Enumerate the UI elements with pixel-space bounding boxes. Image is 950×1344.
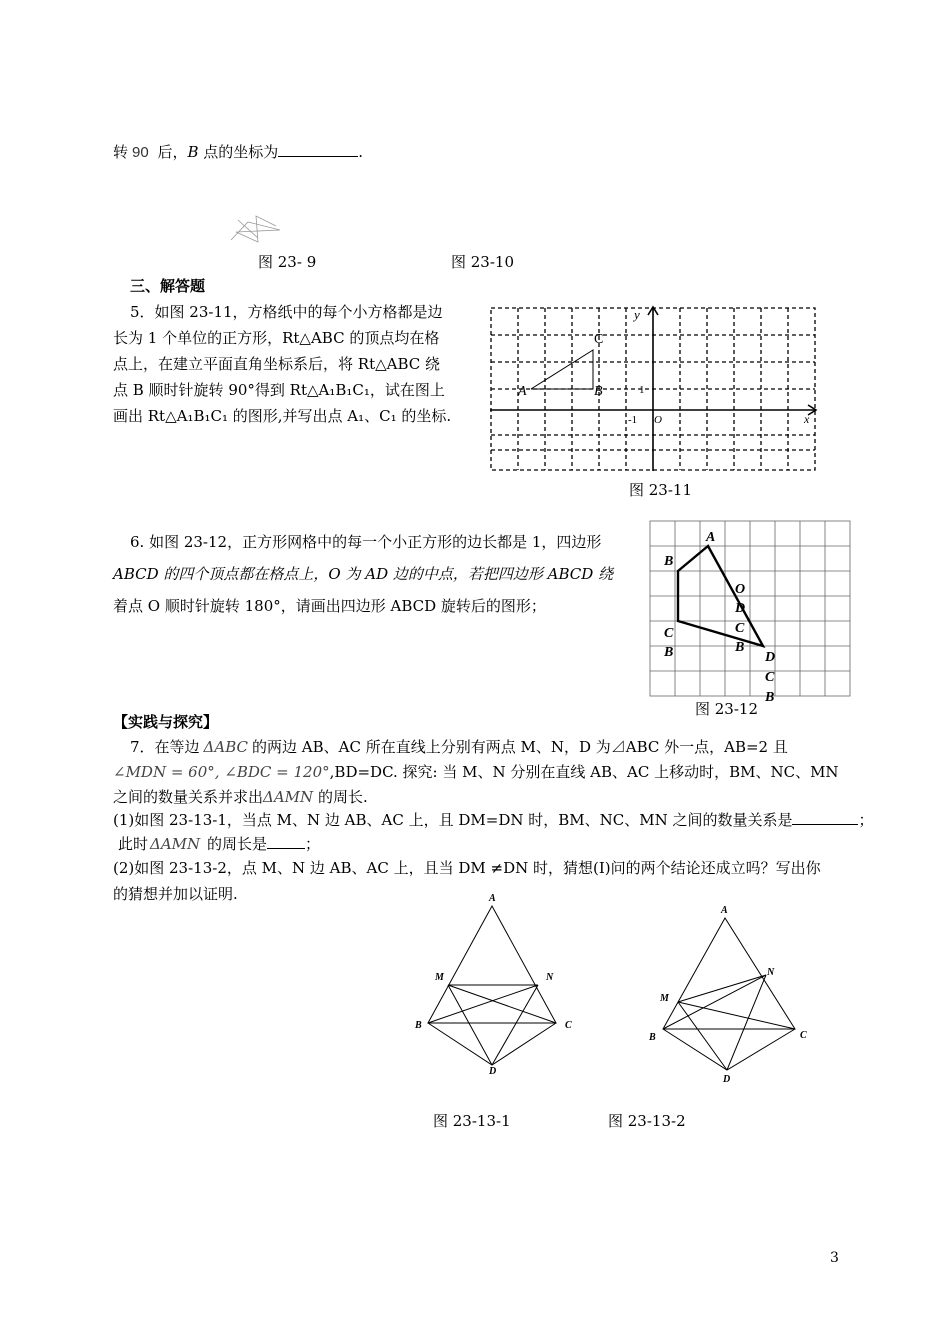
fig13-1-label-n: N xyxy=(546,972,554,983)
fig-23-10-caption: 图 23-10 xyxy=(451,253,515,271)
point-a-label: A xyxy=(518,384,527,399)
origin-label: O xyxy=(654,414,662,426)
fig12-label-d: D xyxy=(735,601,746,616)
fig12-label-a: A xyxy=(706,530,716,545)
neg-one-label: -1 xyxy=(628,414,638,426)
fig-23-9-caption: 图 23- 9 xyxy=(258,253,317,271)
q6-line-3: 着点 O 顺时针旋转 180°，请画出四边形 ABCD 旋转后的图形； xyxy=(113,597,546,615)
fig13-1-label-c: C xyxy=(565,1020,572,1031)
q5-line-4: 点 B 顺时针旋转 90°得到 Rt△A₁B₁C₁，试在图上 xyxy=(113,381,445,399)
fig-23-13-2-caption: 图 23-13-2 xyxy=(608,1112,686,1130)
fig12-label-b3: B xyxy=(735,640,745,655)
q6-line-1: 6. 如图 23-12，正方形网格中的每一个小正方形的边长都是 1，四边形 xyxy=(130,533,602,551)
figure-23-9 xyxy=(228,212,284,246)
point-b-label: B xyxy=(594,384,603,399)
q7-line-2: ∠MDN = 60°, ∠BDC = 120°,BD=DC. 探究: 当 M、N 分别在直线 AB、AC 上移动时，BM、NC、MN xyxy=(113,763,839,781)
q5-line-1: 5．如图 23-11，方格纸中的每个小方格都是边 xyxy=(130,303,443,321)
fig12-label-o: O xyxy=(735,582,746,597)
fig-23-13-1-caption: 图 23-13-1 xyxy=(433,1112,511,1130)
practice-heading: 【实践与探究】 xyxy=(113,713,219,731)
q5-line-3: 点上，在建立平面直角坐标系后，将 Rt△ABC 绕 xyxy=(113,355,441,373)
answer-line-top: 转 90 后，B 点的坐标为 . xyxy=(113,143,364,161)
fig-23-11-caption: 图 23-11 xyxy=(629,481,693,499)
one-label: 1 xyxy=(639,384,645,396)
fig13-1-label-b: B xyxy=(415,1020,422,1031)
page-number: 3 xyxy=(830,1250,839,1266)
fig13-1-label-m: M xyxy=(435,972,444,983)
q7-part1-line2: 此时 ΔAMN 的周长是 ； xyxy=(118,835,320,853)
q6-line-2: ABCD 的四个顶点都在格点上，O 为 AD 边的中点，若把四边形 ABCD 绕 xyxy=(113,565,614,583)
y-axis-label: y xyxy=(634,307,640,322)
fig12-label-b: B xyxy=(664,554,674,569)
fig13-2-label-m: M xyxy=(660,993,669,1004)
fig13-2-label-d: D xyxy=(723,1074,731,1085)
fig12-label-b2: B xyxy=(664,645,674,660)
point-c-label: C xyxy=(594,332,604,347)
x-axis-label: x xyxy=(804,412,810,426)
figure-23-11 xyxy=(488,305,818,473)
fig13-2-label-b: B xyxy=(649,1032,656,1043)
figure-23-13-1 xyxy=(412,890,587,1075)
q7-line-1: 7．在等边 ΔABC 的两边 AB、AC 所在直线上分别有两点 M、N，D 为⊿ABC 外一点，AB=2 且 xyxy=(130,738,788,756)
fig12-label-b4: B xyxy=(765,690,775,705)
q5-line-2: 长为 1 个单位的正方形，Rt△ABC 的顶点均在格 xyxy=(113,329,440,347)
section-heading: 三、解答题 xyxy=(130,277,206,295)
fig12-label-c: C xyxy=(735,621,745,636)
fig13-2-label-a: A xyxy=(721,905,728,916)
fig13-2-label-c: C xyxy=(800,1030,807,1041)
fig13-1-label-d: D xyxy=(489,1066,497,1075)
q7-part1-line1: (1)如图 23-13-1，当点 M、N 边 AB、AC 上，且 DM=DN 时，BM、NC、MN 之间的数量关系是 ； xyxy=(113,811,874,829)
fig12-label-c2: C xyxy=(664,626,674,641)
q7-line-3: 之间的数量关系并求出ΔAMN 的周长. xyxy=(113,788,368,806)
q7-part2-line1: (2)如图 23-13-2，点 M、N 边 AB、AC 上，且当 DM ≠DN 时，猜想(I)问的两个结论还成立吗？写出你 xyxy=(113,859,821,877)
fig13-2-label-n: N xyxy=(767,967,775,978)
fig12-label-c3: C xyxy=(765,670,775,685)
figure-23-12 xyxy=(648,519,853,719)
q7-part2-line2: 的猜想并加以证明. xyxy=(113,885,238,903)
q5-line-5: 画出 Rt△A₁B₁C₁ 的图形,并写出点 A₁、C₁ 的坐标. xyxy=(113,407,452,425)
fig-23-12-caption: 图 23-12 xyxy=(695,700,759,718)
fig13-1-label-a: A xyxy=(489,893,496,904)
fig12-label-d2: D xyxy=(765,650,776,665)
figure-23-13-2 xyxy=(645,900,815,1085)
